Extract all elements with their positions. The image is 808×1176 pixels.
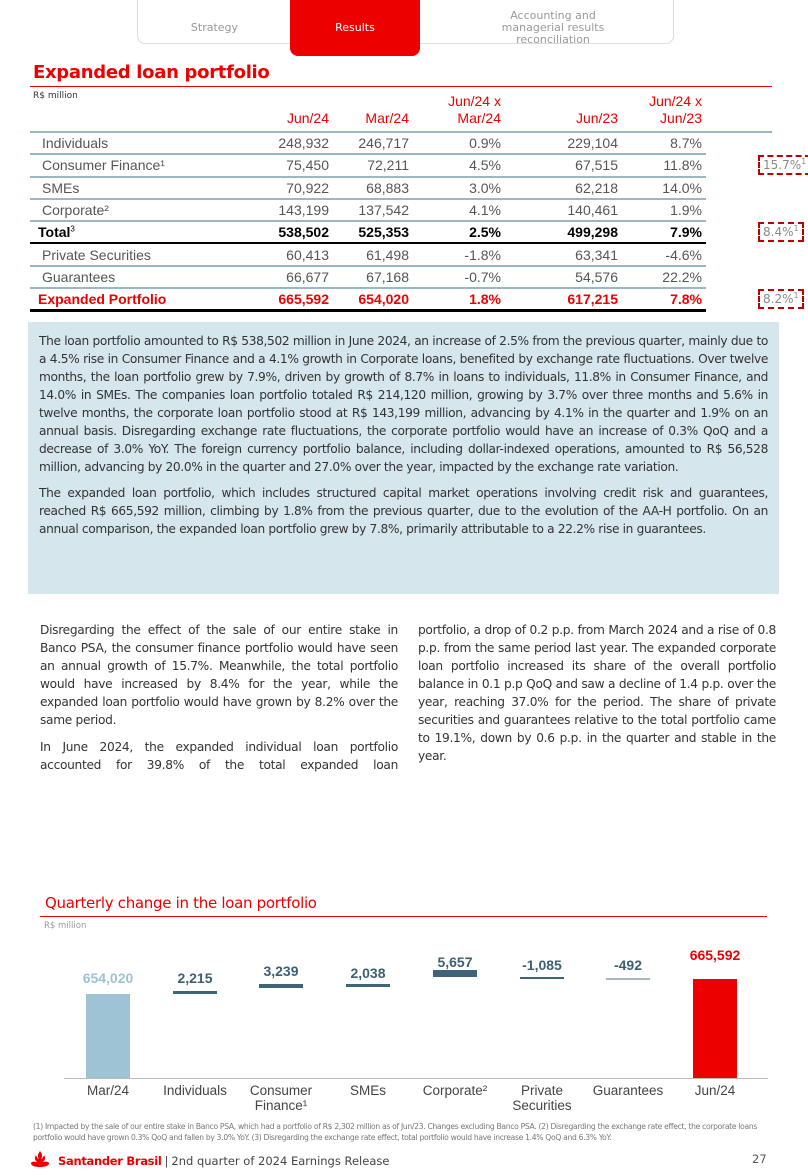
bar-mar24 — [86, 994, 130, 1078]
category-label: Corporate² — [422, 1083, 488, 1098]
value-label-consumer-finance: 3,239 — [263, 963, 299, 979]
footer-text: 2nd quarter of 2024 Earnings Release — [171, 1153, 390, 1168]
header-qoq: Jun/24 x Mar/24 — [448, 93, 501, 126]
cell-qoq: 3.0% — [413, 177, 505, 199]
cell-jun24: 66,677 — [250, 266, 333, 288]
cell-mar24: 246,717 — [333, 132, 413, 154]
bar-corporate — [433, 970, 477, 977]
value-label-smes: 2,038 — [350, 965, 386, 981]
chart-title: Quarterly change in the loan portfolio — [45, 894, 317, 912]
table-row — [30, 199, 772, 221]
cell-yoy: 8.7% — [622, 132, 706, 154]
tab-results[interactable] — [290, 0, 420, 56]
value-label-guarantees: -492 — [613, 957, 643, 973]
category-label: Individuals — [163, 1083, 227, 1098]
cell-qoq: 1.8% — [413, 288, 505, 310]
cell-jun24: 60,413 — [250, 243, 333, 265]
cell-yoy: 1.9% — [622, 199, 706, 221]
footnote: (1) Impacted by the sale of our entire stake in Banco PSA, which had a portfolio of R$ 2,302 million as of Jun/23. Changes excluding Banco PSA. (2) Disregarding the exchange rate effect, the corporate loans portfolio would have grown 0.3% QoQ and fallen by 3.0% YoY. (3) Disregarding the exchange rate effect, total portfolio would have increase 1.4% QoQ and 6.3% YoY. — [33, 1122, 758, 1142]
column-paragraph: portfolio, a drop of 0.2 p.p. from March 2024 and a rise of 0.8 p.p. from the same period last year. The expanded corporate loan portfolio increased its share of the overall portfolio balance in 0.1 p.p QoQ and saw a decline of 1.4 p.p. over the year, reaching 37.0% for the period. The share of private securities and guarantees relative to the total portfolio came to 19.1%, down by 0.6 p.p. in the quarter and stable in the year. — [418, 623, 776, 763]
cell-yoy: 14.0% — [622, 177, 706, 199]
cell-yoy: -4.6% — [622, 243, 706, 265]
cell-jun23: 617,215 — [505, 288, 622, 310]
bar-smes — [346, 984, 390, 987]
table-header-row — [30, 92, 772, 132]
cell-spacer — [706, 177, 772, 199]
chart-x-axis — [64, 1078, 768, 1079]
cell-mar24: 654,020 — [333, 288, 413, 310]
header-jun23: Jun/23 — [575, 110, 618, 126]
text-column-left — [40, 621, 398, 783]
header-spacer — [706, 92, 772, 132]
tab-strategy[interactable] — [138, 0, 291, 44]
summary-box — [28, 322, 779, 594]
cell-spacer — [706, 132, 772, 154]
tab-label: Accounting and managerial results reconciliation — [501, 9, 605, 46]
footer-separator: | — [164, 1153, 169, 1168]
cell-jun24: 75,450 — [250, 154, 333, 176]
side-note-consumer-finance: 15.7%$^1$ — [758, 155, 808, 175]
brand-name: Santander Brasil — [58, 1153, 162, 1168]
table-row — [30, 177, 772, 199]
value-label-corporate: 5,657 — [437, 954, 473, 970]
row-label: SMEs — [30, 177, 250, 199]
row-label: Consumer Finance¹ — [30, 154, 250, 176]
column-paragraph: In June 2024, the expanded individual loan portfolio accounted for 39.8% of the total expanded loan — [40, 740, 398, 772]
table-row — [30, 132, 772, 154]
cell-jun24: 538,502 — [250, 221, 333, 243]
cell-mar24: 67,168 — [333, 266, 413, 288]
category-label: Private Securities — [512, 1083, 572, 1113]
value-label-private-securities: -1,085 — [522, 957, 562, 973]
chart-title-divider — [40, 916, 767, 917]
cell-jun23: 63,341 — [505, 243, 622, 265]
row-label: Expanded Portfolio — [30, 288, 250, 310]
summary-paragraph-2: The expanded loan portfolio, which includes structured capital market operations involving credit risk and guarantees, reached R$ 665,592 million, climbing by 1.8% from the previous quarter, due to the evolution of the AA-H portfolio. On an annual comparison, the expanded loan portfolio grew by 7.8%, primarily attributable to a 22.2% rise in guarantees. — [39, 486, 768, 536]
loan-portfolio-table — [30, 92, 772, 312]
cell-jun24: 143,199 — [250, 199, 333, 221]
cell-mar24: 137,542 — [333, 199, 413, 221]
header-blank — [30, 92, 250, 132]
row-label: Individuals — [30, 132, 250, 154]
cell-qoq: 2.5% — [413, 221, 505, 243]
header-yoy: Jun/24 x Jun/23 — [649, 93, 702, 126]
cell-mar24: 525,353 — [333, 221, 413, 243]
side-note-expanded: 8.2%$^1$ — [758, 289, 804, 309]
cell-qoq: -1.8% — [413, 243, 505, 265]
header-mar24: Mar/24 — [365, 110, 409, 126]
cell-qoq: 4.5% — [413, 154, 505, 176]
cell-jun23: 140,461 — [505, 199, 622, 221]
table-row — [30, 154, 772, 176]
cell-yoy: 22.2% — [622, 266, 706, 288]
cell-qoq: -0.7% — [413, 266, 505, 288]
tab-label: Results — [335, 21, 375, 34]
tab-label: Strategy — [190, 21, 239, 34]
page-number: 27 — [752, 1152, 767, 1166]
category-label: SMEs — [349, 1083, 386, 1098]
text-column-right — [418, 621, 776, 774]
side-note-total: 8.4%$^1$ — [758, 222, 804, 242]
cell-yoy: 7.8% — [622, 288, 706, 310]
cell-spacer — [706, 266, 772, 288]
footer — [30, 1150, 389, 1171]
cell-qoq: 0.9% — [413, 132, 505, 154]
section-title: Expanded loan portfolio — [33, 62, 270, 83]
cell-spacer — [706, 243, 772, 265]
bar-jun24 — [693, 979, 737, 1078]
cell-jun23: 229,104 — [505, 132, 622, 154]
category-label: Guarantees — [592, 1083, 664, 1098]
cell-jun23: 54,576 — [505, 266, 622, 288]
cell-jun23: 499,298 — [505, 221, 622, 243]
value-label-jun24: 665,592 — [689, 947, 741, 963]
cell-jun23: 62,218 — [505, 177, 622, 199]
row-label: Private Securities — [30, 243, 250, 265]
cell-spacer — [706, 199, 772, 221]
tab-accounting-reconciliation[interactable] — [438, 0, 668, 44]
footnote-marker: 3 — [70, 224, 75, 234]
table-row — [30, 243, 772, 265]
bar-guarantees — [606, 978, 650, 980]
cell-jun23: 67,515 — [505, 154, 622, 176]
cell-jun24: 665,592 — [250, 288, 333, 310]
value-label-mar24: 654,020 — [82, 970, 134, 986]
unit-label: R$ million — [33, 91, 78, 101]
table-row — [30, 266, 772, 288]
row-label: Corporate² — [30, 199, 250, 221]
cell-mar24: 72,211 — [333, 154, 413, 176]
cell-jun24: 70,922 — [250, 177, 333, 199]
table-row-total — [30, 221, 772, 243]
bar-private-securities — [520, 977, 564, 979]
santander-flame-icon — [30, 1150, 50, 1171]
cell-jun24: 248,932 — [250, 132, 333, 154]
category-label: Consumer Finance¹ — [249, 1083, 313, 1113]
category-label: Jun/24 — [694, 1083, 736, 1098]
cell-yoy: 7.9% — [622, 221, 706, 243]
row-label: Total$^3$ — [30, 221, 250, 243]
header-jun24: Jun/24 — [286, 110, 329, 126]
cell-mar24: 61,498 — [333, 243, 413, 265]
bar-consumer-finance — [259, 984, 303, 988]
summary-paragraph-1: The loan portfolio amounted to R$ 538,502 million in June 2024, an increase of 2.5% from the previous quarter, mainly due to a 4.5% rise in Consumer Finance and a 4.1% growth in Corporate loans, benefited by exchange rate fluctuations. Over twelve months, the loan portfolio grew by 7.9%, driven by growth of 8.7% in loans to individuals, 11.8% in Consumer Finance, and 14.0% in SMEs. The companies loan portfolio totaled R$ 214,120 million, growing by 3.7% over three months and 5.6% in twelve months, the corporate loan portfolio stood at R$ 143,199 million, advancing by 4.1% in the quarter and 1.9% on an annual basis. Disregarding exchange rate fluctuations, the corporate portfolio would have an increase of 0.3% QoQ and a decrease of 3.0% YoY. The foreign currency portfolio balance, including dollar-indexed operations, amounted to R$ 56,528 million, advancing by 20.0% in the quarter and 27.0% over the year, impacted by the exchange rate variation. — [39, 334, 768, 474]
column-paragraph: Disregarding the effect of the sale of our entire stake in Banco PSA, the consumer finance portfolio would have seen an annual growth of 15.7%. Meanwhile, the total portfolio would have increased by 8.4% for the year, while the expanded loan portfolio would have grown by 8.2% over the same period. — [40, 623, 398, 727]
cell-mar24: 68,883 — [333, 177, 413, 199]
value-label-individuals: 2,215 — [177, 970, 213, 986]
cell-qoq: 4.1% — [413, 199, 505, 221]
chart-unit: R$ million — [44, 921, 87, 931]
cell-yoy: 11.8% — [622, 154, 706, 176]
category-label: Mar/24 — [86, 1083, 130, 1098]
title-divider — [30, 86, 772, 87]
bar-individuals — [173, 991, 217, 994]
table-row-expanded-portfolio — [30, 288, 772, 310]
row-label: Guarantees — [30, 266, 250, 288]
